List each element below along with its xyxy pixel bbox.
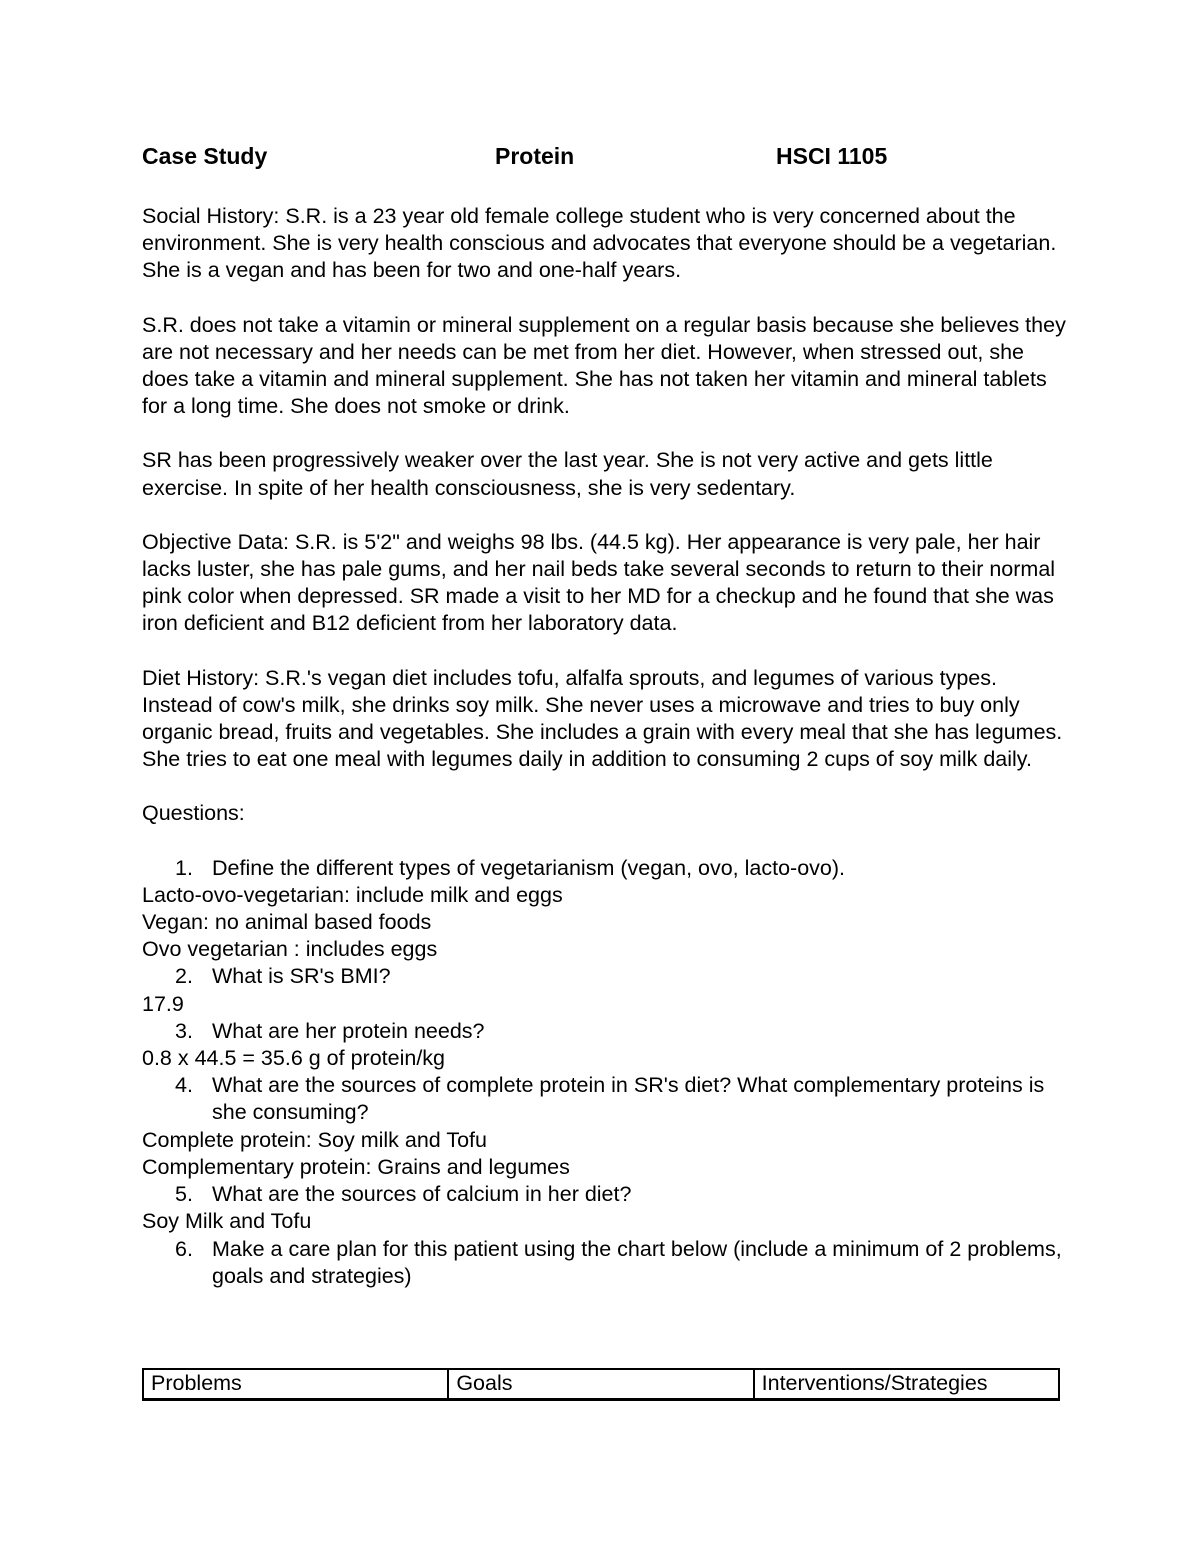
document-body <box>142 143 1072 1290</box>
answer-line: 0.8 x 44.5 = 35.6 g of protein/kg <box>142 1046 446 1071</box>
header-course-code: HSCI 1105 <box>776 143 888 169</box>
question-number: 2. <box>175 964 193 989</box>
answer-line: 17.9 <box>142 991 184 1016</box>
supplement-paragraph: S.R. does not take a vitamin or mineral supplement on a regular basis because she believes they are not necessary and her needs can be met from her diet. However, when stressed out, she does take a vitamin and mineral supplement. She has not taken her vitamin and mineral tablets for a long time. She does not smoke or drink. <box>142 312 1066 419</box>
answer-line: Lacto-ovo-vegetarian: include milk and eggs <box>142 882 563 907</box>
care-plan-table <box>142 1368 1060 1401</box>
question-text: Define the different types of vegetarianism (vegan, ovo, lacto-ovo). <box>212 855 846 880</box>
questions-list <box>142 855 1072 1290</box>
answer-line: Complete protein: Soy milk and Tofu <box>142 1127 487 1152</box>
question-text: What are her protein needs? <box>212 1018 485 1043</box>
question-item <box>142 1236 1072 1290</box>
question-number: 1. <box>175 855 193 880</box>
question-number: 5. <box>175 1182 193 1207</box>
question-number: 6. <box>175 1236 193 1261</box>
answer-line: Complementary protein: Grains and legumes <box>142 1154 570 1179</box>
table-header-problems: Problems <box>143 1369 448 1400</box>
question-item <box>142 1018 1072 1045</box>
question-text: What are the sources of complete protein in SR's diet? What complementary proteins is she consuming? <box>212 1073 1045 1125</box>
question-number: 3. <box>175 1018 193 1043</box>
objective-data-paragraph: Objective Data: S.R. is 5'2" and weighs 98 lbs. (44.5 kg). Her appearance is very pale, her hair lacks luster, she has pale gums, and her nail beds take several seconds to return to their normal pink color when depressed. SR made a visit to her MD for a checkup and he found that she was iron deficient and B12 deficient from her laboratory data. <box>142 529 1056 636</box>
answer-line: Ovo vegetarian : includes eggs <box>142 937 438 962</box>
activity-paragraph: SR has been progressively weaker over the last year. She is not very active and gets little exercise. In spite of her health consciousness, she is very sedentary. <box>142 448 993 500</box>
diet-history-paragraph: Diet History: S.R.'s vegan diet includes tofu, alfalfa sprouts, and legumes of various types. Instead of cow's milk, she drinks soy milk. She never uses a microwave and tries to buy only organic bread, fruits and vegetables. She includes a grain with every meal that she has legumes. She tries to eat one meal with legumes daily in addition to consuming 2 cups of soy milk daily. <box>142 665 1063 772</box>
document-header <box>142 143 1072 173</box>
answer-line: Soy Milk and Tofu <box>142 1209 312 1234</box>
question-item <box>142 1181 1072 1208</box>
table-header-row <box>143 1369 1059 1400</box>
question-text: What is SR's BMI? <box>212 964 391 989</box>
question-item <box>142 1072 1072 1126</box>
table-header-goals: Goals <box>448 1369 753 1400</box>
question-item <box>142 855 1072 882</box>
table-header-interventions: Interventions/Strategies <box>754 1369 1059 1400</box>
question-text: What are the sources of calcium in her diet? <box>212 1182 632 1207</box>
question-number: 4. <box>175 1073 193 1098</box>
questions-heading: Questions: <box>142 801 245 826</box>
answer-line: Vegan: no animal based foods <box>142 910 432 935</box>
social-history-paragraph: Social History: S.R. is a 23 year old female college student who is very concerned about the environment. She is very health conscious and advocates that everyone should be a vegetarian. She is a vegan and has been for two and one-half years. <box>142 204 1057 283</box>
question-text: Make a care plan for this patient using the chart below (include a minimum of 2 problems, goals and strategies) <box>212 1236 1062 1288</box>
header-topic: Protein <box>495 143 575 169</box>
question-item <box>142 963 1072 990</box>
header-title: Case Study <box>142 143 268 169</box>
